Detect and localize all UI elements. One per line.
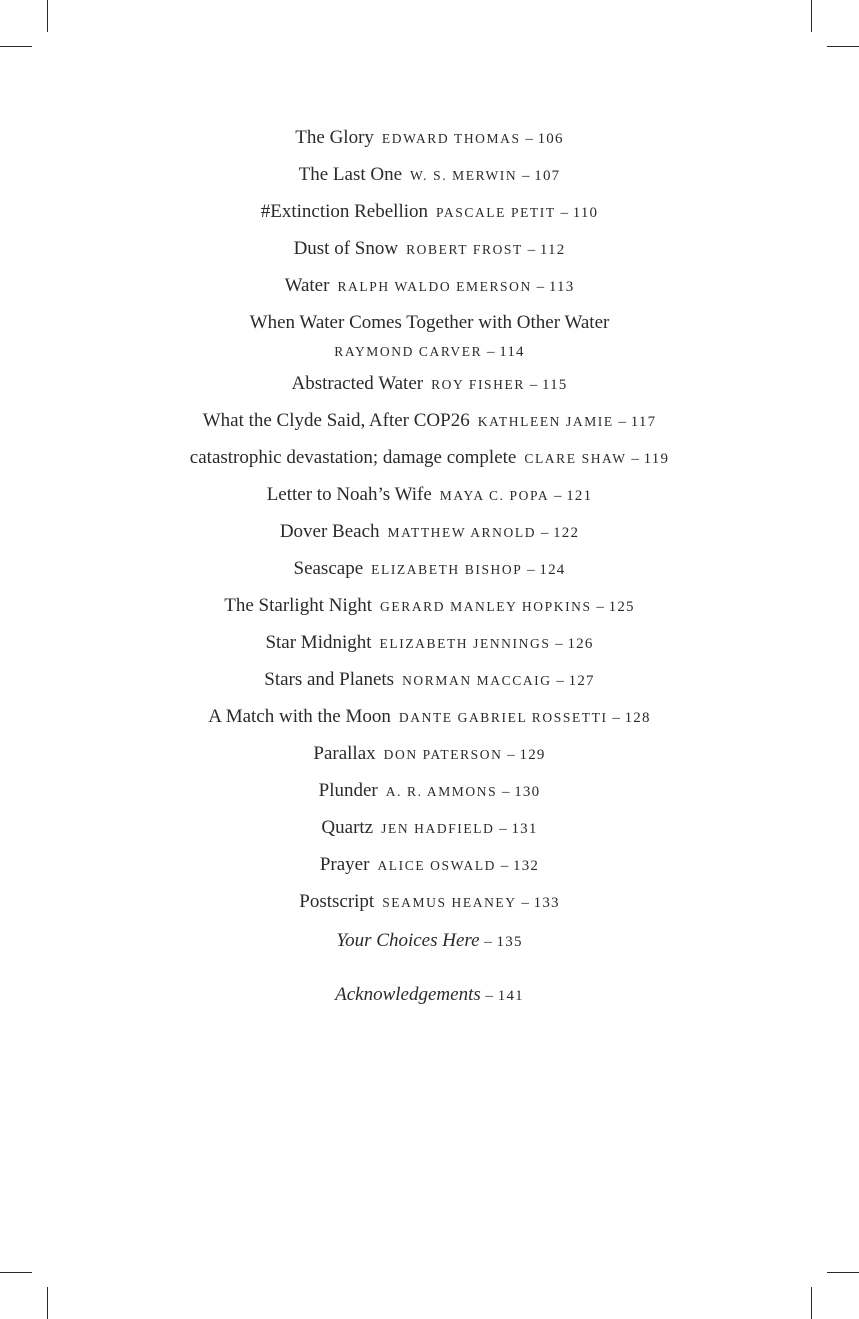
crop-mark-top-right-vertical: [811, 0, 812, 32]
page-number: 114: [499, 344, 525, 360]
toc-entry: [0, 440, 859, 477]
poem-title: What the Clyde Said, After COP26: [202, 410, 470, 431]
crop-mark-top-left-vertical: [47, 0, 48, 32]
poem-title: The Glory: [295, 127, 374, 148]
separator-dash: –: [536, 279, 545, 295]
page-number: 110: [572, 205, 599, 221]
separator-dash: –: [485, 988, 493, 1004]
separator-dash: –: [507, 747, 515, 763]
separator-dash: –: [540, 525, 549, 541]
toc-entry: [0, 773, 859, 810]
poem-title: Quartz: [321, 817, 374, 838]
poet-name: W. S. MERWIN: [410, 168, 518, 183]
page-number: 125: [608, 599, 635, 615]
page-number: 113: [548, 279, 575, 295]
crop-mark-bottom-right-vertical: [811, 1287, 812, 1319]
poet-name: RALPH WALDO EMERSON: [337, 279, 532, 294]
backmatter-title: Acknowledgements: [335, 984, 481, 1005]
crop-mark-bottom-right-horizontal: [827, 1272, 859, 1273]
separator-dash: –: [612, 710, 620, 726]
separator-dash: –: [525, 131, 533, 147]
page-number: 141: [497, 988, 524, 1004]
toc-entry: [0, 699, 859, 736]
page-number: 122: [553, 525, 580, 541]
page-number: 106: [537, 131, 564, 147]
poet-name: SEAMUS HEANEY: [382, 895, 517, 910]
toc-entry: [0, 514, 859, 551]
separator-dash: –: [500, 858, 509, 874]
page-number: 117: [630, 414, 657, 430]
separator-dash: –: [555, 636, 563, 652]
poem-title: When Water Comes Together with Other Water: [249, 312, 610, 333]
separator-dash: –: [560, 205, 568, 221]
page-number: 115: [541, 377, 568, 393]
page-number: 124: [539, 562, 566, 578]
poet-name: MATTHEW ARNOLD: [387, 525, 537, 540]
crop-mark-top-right-horizontal: [827, 46, 859, 47]
page-number: 131: [511, 821, 538, 837]
poem-title: Postscript: [299, 891, 375, 912]
separator-dash: –: [553, 488, 562, 504]
poem-title: Dust of Snow: [293, 238, 399, 259]
poet-name: GERARD MANLEY HOPKINS: [380, 599, 592, 614]
separator-dash: –: [486, 344, 495, 360]
poet-name: NORMAN MACCAIG: [402, 673, 552, 688]
poet-name: PASCALE PETIT: [436, 205, 556, 220]
backmatter-entry: [0, 930, 859, 952]
poem-title: A Match with the Moon: [208, 706, 391, 727]
toc-entry: [0, 231, 859, 268]
page-number: 107: [534, 168, 561, 184]
toc-entry: [0, 120, 859, 157]
toc-entry: [0, 366, 859, 403]
toc-entry: [0, 847, 859, 884]
poem-title: Prayer: [319, 854, 370, 875]
backmatter-entry: [0, 984, 859, 1006]
separator-dash: –: [556, 673, 564, 689]
toc-entry: [0, 477, 859, 514]
toc-entry: [0, 810, 859, 847]
poet-name: ROBERT FROST: [406, 242, 523, 257]
toc-entry: [0, 157, 859, 194]
toc-entry: [0, 662, 859, 699]
crop-mark-top-left-horizontal: [0, 46, 32, 47]
backmatter-title: Your Choices Here: [336, 930, 480, 951]
poem-title: Abstracted Water: [291, 373, 424, 394]
poet-name: ELIZABETH JENNINGS: [379, 636, 551, 651]
separator-dash: –: [596, 599, 604, 615]
crop-mark-bottom-left-horizontal: [0, 1272, 32, 1273]
separator-dash: –: [529, 377, 538, 393]
poet-name: ROY FISHER: [431, 377, 525, 392]
separator-dash: –: [527, 562, 535, 578]
poem-title: Plunder: [318, 780, 378, 801]
page-number: 135: [496, 934, 523, 950]
separator-dash: –: [527, 242, 536, 258]
separator-dash: –: [484, 934, 492, 950]
poem-title: Parallax: [313, 743, 376, 764]
poem-title: Seascape: [293, 558, 364, 579]
poet-name: MAYA C. POPA: [439, 488, 550, 503]
poem-title: Stars and Planets: [264, 669, 395, 690]
page-number: 128: [624, 710, 651, 726]
poem-title: #Extinction Rebellion: [260, 201, 429, 222]
separator-dash: –: [522, 168, 530, 184]
poet-name: DANTE GABRIEL ROSSETTI: [398, 710, 608, 725]
page-number: 129: [519, 747, 546, 763]
page-number: 112: [539, 242, 566, 258]
crop-mark-bottom-left-vertical: [47, 1287, 48, 1319]
page-number: 119: [643, 451, 670, 467]
separator-dash: –: [521, 895, 529, 911]
page-number: 133: [533, 895, 560, 911]
poet-name: CLARE SHAW: [524, 451, 627, 466]
poet-name: A. R. AMMONS: [385, 784, 498, 799]
separator-dash: –: [631, 451, 639, 467]
page-number: 121: [566, 488, 593, 504]
poem-title: Letter to Noah’s Wife: [266, 484, 432, 505]
separator-dash: –: [501, 784, 510, 800]
poet-name: ALICE OSWALD: [377, 858, 497, 873]
poet-name: ELIZABETH BISHOP: [371, 562, 523, 577]
toc-entry: [0, 268, 859, 305]
poem-title: catastrophic devastation; damage complete: [189, 447, 517, 468]
poem-title: The Starlight Night: [224, 595, 373, 616]
poet-name: EDWARD THOMAS: [381, 131, 521, 146]
table-of-contents: [0, 120, 859, 921]
toc-entry: [0, 194, 859, 231]
toc-entry: [0, 625, 859, 662]
separator-dash: –: [618, 414, 626, 430]
separator-dash: –: [499, 821, 507, 837]
poem-title: Star Midnight: [265, 632, 372, 653]
toc-entry: [0, 309, 859, 366]
page-number: 127: [568, 673, 595, 689]
poem-title: Water: [284, 275, 330, 296]
toc-entry: [0, 884, 859, 921]
toc-entry: [0, 736, 859, 773]
page-number: 130: [514, 784, 541, 800]
poem-title: Dover Beach: [279, 521, 380, 542]
poet-name: RAYMOND CARVER: [334, 344, 483, 359]
toc-entry: [0, 588, 859, 625]
toc-entry: [0, 551, 859, 588]
poet-name: KATHLEEN JAMIE: [477, 414, 614, 429]
toc-entry: [0, 403, 859, 440]
poet-name: DON PATERSON: [383, 747, 503, 762]
poet-name: JEN HADFIELD: [381, 821, 495, 836]
page-number: 126: [567, 636, 594, 652]
poem-title: The Last One: [298, 164, 403, 185]
page-number: 132: [513, 858, 540, 874]
